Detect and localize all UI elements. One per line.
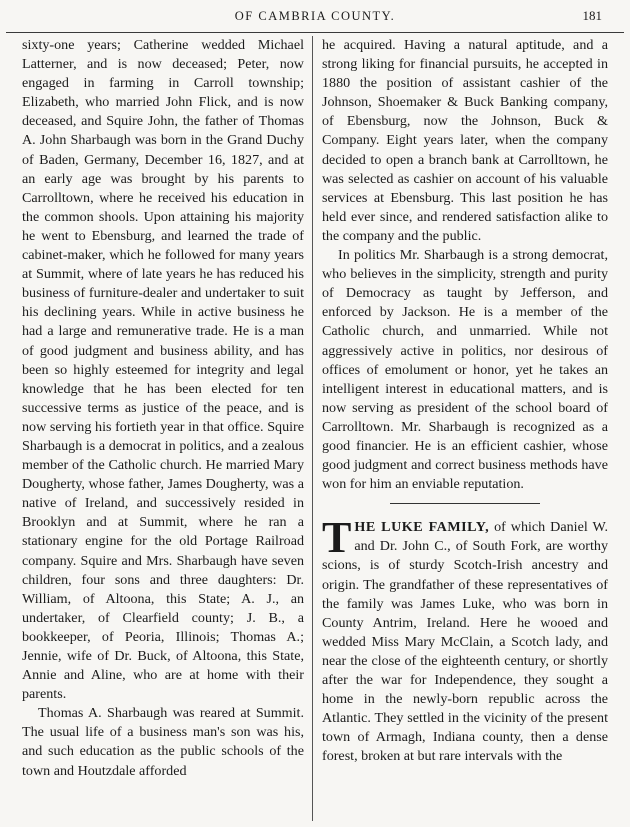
luke-family-paragraph [322, 513, 608, 766]
column-divider [312, 36, 313, 821]
luke-family-text: of which Daniel W. and Dr. John C., of South Fork, are worthy scions, is of sturdy Scotch-Irish ancestry and origin. The grandfather of these representatives of the family was James Luke, who was born in County Antrim, Ireland. Here he wooed and wedded Miss Mary McClain, a Scotch lady, and near the close of the eighteenth century, or shortly after the war for Independence, they sought a home in the newly-born republic across the Atlantic. They settled in the vicinity of the present town of Armagh, Indiana county, then a dense forest, broken at but rare intervals with the [322, 519, 608, 765]
left-column [22, 36, 304, 824]
header-rule [6, 32, 624, 33]
right-column [322, 36, 608, 824]
luke-family-heading: HE LUKE FAMILY, [354, 519, 490, 536]
section-separator [390, 503, 540, 504]
sharbaugh-paragraph-continued: sixty-one years; Catherine wedded Michael Latterner, and is now deceased; Peter, now engaged in farming in Carroll township; Elizabeth, who married John Flick, and is now deceased, and Squire John, the father of Thomas A. John Sharbaugh was born in the Grand Duchy of Baden, Germany, December 16, 1827, and at an early age was brought by his parents to Carrolltown, where he received his education in the common shools. Upon attaining his majority he went to Ebensburg, and learned the trade of cabinet-maker, which he followed for many years at Summit, where of late years he has reduced his business of furniture-dealer and undertaker to suit his declining years. While in active business he had a large and remunerative trade. He is a man of good judgment and business ability, and has been so highly esteemed for integrity and legal knowledge that he has been elected for ten successive terms as justice of the peace, and is now serving his fortieth year in that office. Squire Sharbaugh is a democrat in politics, and a zealous member of the Catholic church. He married Mary Dougherty, whose father, James Dougherty, was a native of Ireland, and successively resided in Brooklyn and at Summit, where he ran a stationary engine for the old Portage Railroad company. Squire and Mrs. Sharbaugh have seven children, four sons and three daughters: Dr. William, of Altoona, this State; A. J., an undertaker, of Clearfield county; J. B., a bookkeeper, of Peoria, Illinois; Thomas A.; Jennie, wife of Dr. Buck, of Altoona, this State, Annie and Aline, who are at home with their parents. [22, 37, 304, 703]
thomas-sharbaugh-paragraph: Thomas A. Sharbaugh was reared at Summit. The usual life of a business man's son was his, and such education as the public schools of the town and Houtzdale afforded [22, 705, 304, 779]
sharbaugh-career-paragraph: he acquired. Having a natural aptitude, and a strong liking for financial pursuits, he accepted in 1880 the position of assistant cashier of the Johnson, Shoemaker & Buck Banking company, of Ebensburg, now the Johnson, Buck & Company. Eight years later, when the company decided to open a branch bank at Carrolltown, he was selected as cashier on account of his valuable services at Ebensburg. This last position he has held ever since, and rendered satisfaction alike to the company and the public. [322, 37, 608, 244]
sharbaugh-politics-paragraph: In politics Mr. Sharbaugh is a strong democrat, who believes in the simplicity, strength and purity of Democracy as taught by Jefferson, and enforced by Jackson. He is a member of the Catholic church, and unmarried. While not aggressively active in politics, nor desirous of offices of emolument or honor, yet he takes an intelligent interest in educational matters, and is now serving as president of the school board of Carrolltown. Mr. Sharbaugh is recognized as a good financier. He is an efficient cashier, whose good judgment and correct business methods have won for him an enviable reputation. [322, 247, 608, 493]
drop-cap: T [322, 513, 352, 563]
page-number: 181 [582, 8, 602, 23]
page-header [0, 0, 630, 34]
running-title: OF CAMBRIA COUNTY. [234, 9, 396, 23]
